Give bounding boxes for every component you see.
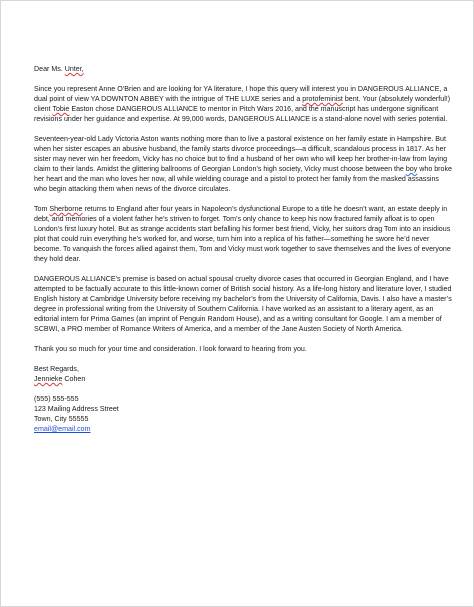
salutation: Dear Ms. Unter, [34, 65, 84, 73]
letter-body [34, 64, 452, 434]
paragraph-bio: DANGEROUS ALLIANCE’s premise is based on actual spousal cruelty divorce cases that occurred in Georgian England, and I have attempted to be factually accurate to this little-known corner of British social history. As a life-long history and literature lover, I studied English history at Cambridge University before receiving my bachelor’s from the University of California, Davis. I also have a master’s degree in professional writing from the University of Southern California. I have worked as an assistant to a literary agent, as an editorial intern for Prima Games (an imprint of Penguin Random House), and as a writing consultant for Google. I am a member of SCBWI, a PRO member of Romance Writers of America, and a member of the Jane Austen Society of North America. [34, 275, 452, 333]
email-link[interactable]: email@email.com [34, 425, 91, 433]
misspelled-word: Sherborne [49, 205, 83, 213]
paragraph-thanks: Thank you so much for your time and consideration. I look forward to hearing from you. [34, 345, 307, 353]
misspelled-word: protofeminist [302, 95, 343, 103]
phone: (555) 555-555 [34, 395, 79, 403]
paragraph-tom: Tom Sherborne returns to England after four years in Napoleon’s dysfunctional Europe to a title he doesn’t want, an estate deeply in debt, and memories of a violent father he’s striven to forget. Tom’s only chance to keep his now fractured family afloat is to open London’s first luxury hotel. But as strange accidents start befalling his former best friend, Vicky, her suitors drag Tom into an insidious plot that could ruin everything he’s worked for, and worse, turn him into a replica of his father—something he swore he’d never become. To vanquish the forces allied against them, Tom and Vicky must work together to save themselves and the lives of everyone they hold dear. [34, 205, 451, 263]
signature-block [34, 364, 452, 434]
address-line-2: Town, City 55555 [34, 415, 89, 423]
closing: Best Regards, [34, 365, 79, 373]
misspelled-word: Unter, [64, 65, 84, 73]
signature-name: Jennieke Cohen [34, 375, 86, 383]
email-link-wrap [34, 424, 452, 434]
spacer [34, 384, 452, 394]
misspelled-word: Tobie [52, 105, 70, 113]
paragraph-intro: Since you represent Anne O’Brien and are looking for YA literature, I hope this query will interest you in DANGEROUS ALLIANCE, a dual point of view YA DOWNTON ABBEY with the intrigue of THE LUXE series and a protofeminist bent. Your (absolutely wonderful!) client Tobie Easton chose DANGEROUS ALLIANCE to mentor in Pitch Wars 2016, and the manuscript has undergone significant revisions under her guidance and expertise. At 99,000 words, DANGEROUS ALLIANCE is a stand-alone novel with series potential. [34, 85, 451, 123]
grammar-flag-word: boy [405, 165, 418, 173]
paragraph-victoria: Seventeen-year-old Lady Victoria Aston wants nothing more than to live a pastoral existence on her family estate in Hampshire. But when her sister escapes an abusive husband, the family starts divorce proceedings—a difficult, scandalous process in 1817. As her sister may never win her freedom, Vicky has no choice but to find a husband of her own who will keep her brother-in-law from laying claim to their lands. Amidst the glittering ballrooms of Georgian London’s high society, Vicky must choose between the boy who broke her heart and the man who loves her now, all while wielding courage and a pistol to protect her family from the masked assassins who begin attacking them when news of the divorce circulates. [34, 135, 452, 193]
misspelled-word: Jennieke [34, 375, 63, 383]
address-line-1: 123 Mailing Address Street [34, 405, 119, 413]
